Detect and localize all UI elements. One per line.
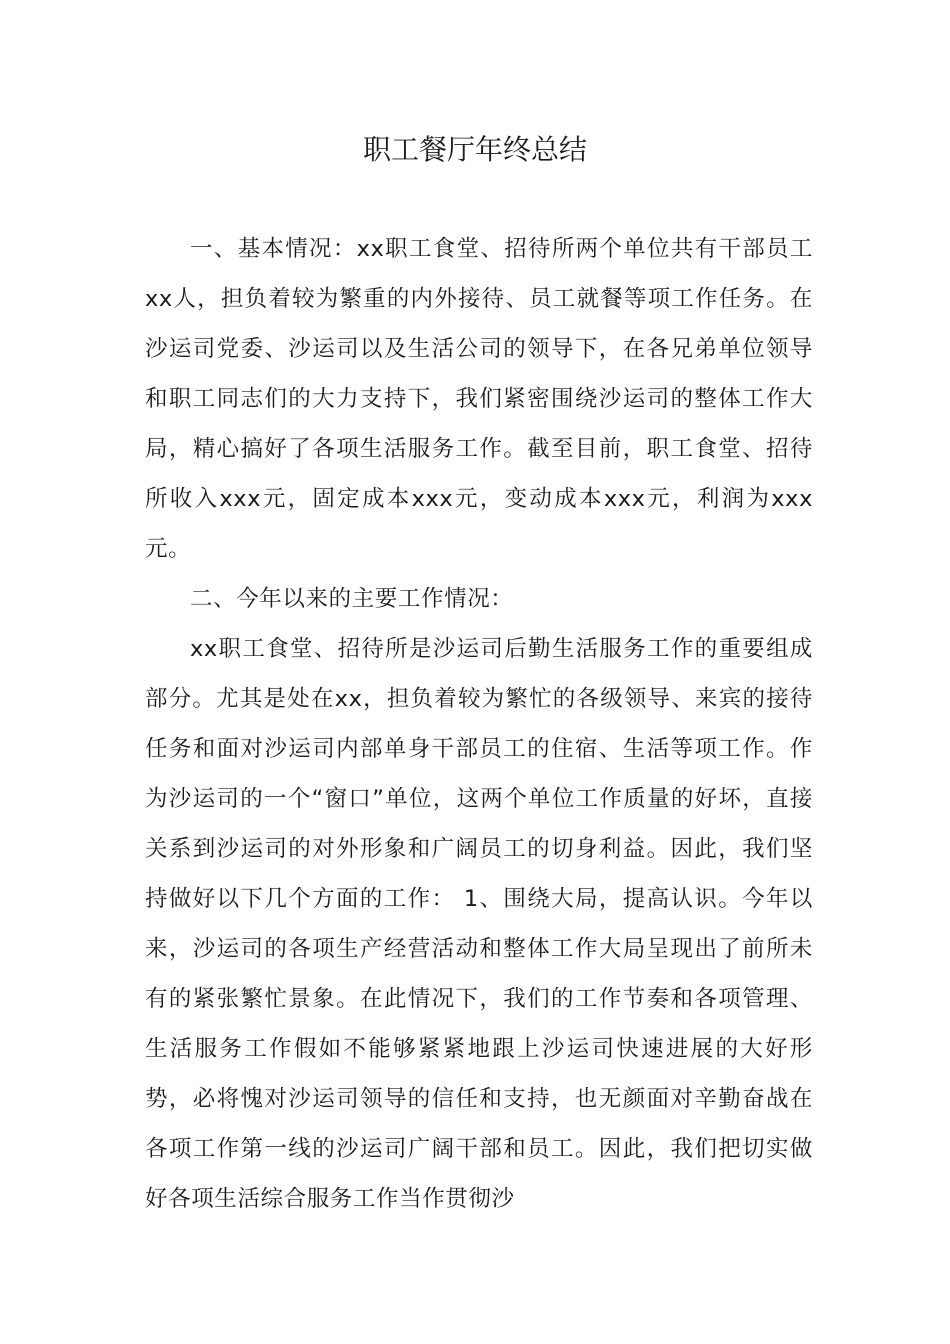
paragraph-basic-situation: 一、基本情况：xx职工食堂、招待所两个单位共有干部员工xx人，担负着较为繁重的内外接待、员工就餐等项工作任务。在沙运司党委、沙运司以及生活公司的领导下，在各兄弟单位领导和职工同志们的大力支持下，我们紧密围绕沙运司的整体工作大局，精心搞好了各项生活服务工作。截至目前，职工食堂、招待所收入xxx元，固定成本xxx元，变动成本xxx元，利润为xxx元。 [145,236,813,562]
paragraph-section-heading: 二、今年以来的主要工作情况： [190,586,514,612]
paragraph-main-work: xx职工食堂、招待所是沙运司后勤生活服务工作的重要组成部分。尤其是处在xx，担负着较为繁忙的各级领导、来宾的接待任务和面对沙运司内部单身干部员工的住宿、生活等项工作。作为沙运司的一个“窗口”单位，这两个单位工作质量的好坏，直接关系到沙运司的对外形象和广阔员工的切身利益。因此，我们坚持做好以下几个方面的工作： 1、围绕大局，提高认识。今年以来，沙运司的各项生产经营活动和整体工作大局呈现出了前所未有的紧张繁忙景象。在此情况下，我们的工作节奏和各项管理、生活服务工作假如不能够紧紧地跟上沙运司快速进展的大好形势，必将愧对沙运司领导的信任和支持，也无颜面对辛勤奋战在各项工作第一线的沙运司广阔干部和员工。因此，我们把切实做好各项生活综合服务工作当作贯彻沙 [145,636,813,1212]
document-title: 职工餐厅年终总结 [362,133,587,166]
document-body [145,224,813,1224]
